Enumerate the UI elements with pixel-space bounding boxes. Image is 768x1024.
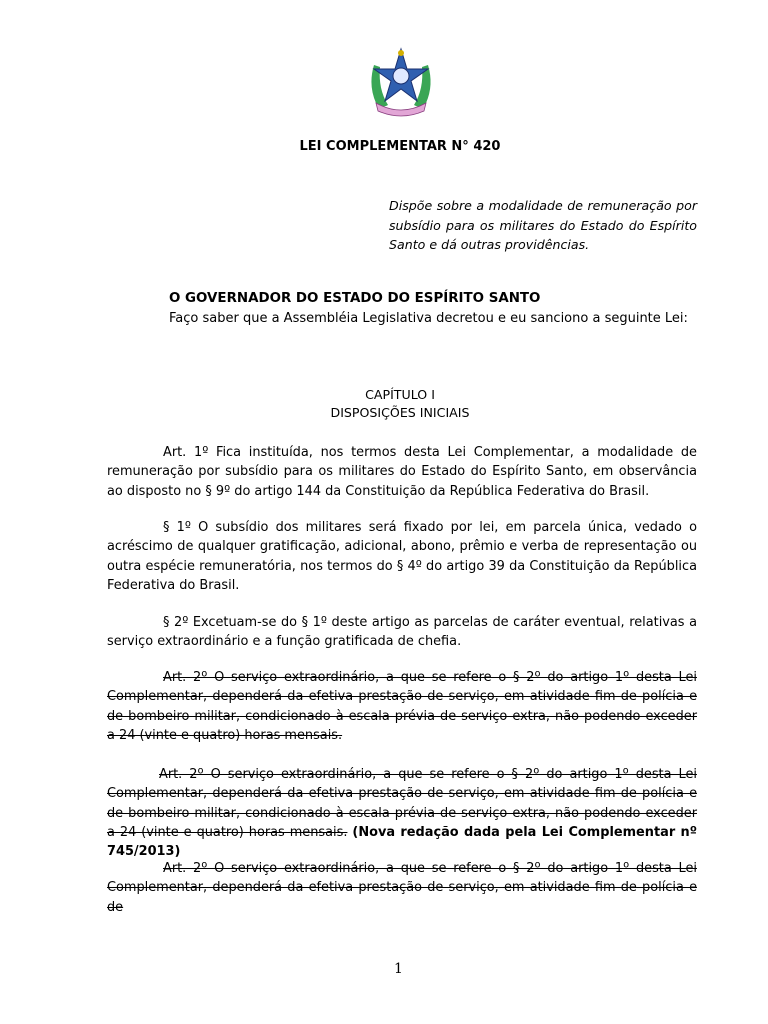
article-2-revoked-v2 [107, 765, 697, 861]
article-1-text: Art. 1º Fica instituída, nos termos desta Lei Complementar, a modalidade de remuneração por subsídio para os militares do Estado do Espírito Santo, em observância ao disposto no § 9º do artigo 144 da Constituição da República Federativa do Brasil. [107, 445, 697, 499]
article-2-v3-text: Art. 2º O serviço extraordinário, a que se refere o § 2º do artigo 1º desta Lei Complementar, dependerá da efetiva prestação de serviço, em atividade fim de polícia e de [107, 861, 697, 915]
article-2-v1-text: Art. 2º O serviço extraordinário, a que se refere o § 2º do artigo 1º desta Lei Complementar, dependerá da efetiva prestação de serviço, em atividade fim de polícia e de bombeiro militar, condicionado à escala prévia de serviço extra, não podendo exceder a 24 (vinte e quatro) horas mensais. [107, 670, 697, 743]
paragraph-1 [107, 518, 697, 595]
article-2-revoked-v3 [107, 859, 697, 917]
page-number: 1 [394, 961, 403, 977]
article-2-revoked-v1 [107, 668, 697, 745]
coat-of-arms-icon [366, 45, 436, 117]
chapter-title: DISPOSIÇÕES INICIAIS [330, 405, 470, 420]
paragraph-2 [107, 613, 697, 652]
chapter-number: CAPÍTULO I [365, 387, 435, 402]
paragraph-1-text: § 1º O subsídio dos militares será fixado por lei, em parcela única, vedado o acréscimo de qualquer gratificação, adicional, abono, prêmio e verba de representação ou outra espécie remuneratória, nos termos do § 4º do artigo 39 da Constituição da República Federativa do Brasil. [107, 520, 697, 593]
governor-heading: O GOVERNADOR DO ESTADO DO ESPÍRITO SANTO [169, 291, 541, 306]
article-1 [107, 443, 697, 501]
article-2-v2-text: Art. 2º O serviço extraordinário, a que se refere o § 2º do artigo 1º desta Lei Complementar, dependerá da efetiva prestação de serviço, em atividade fim de polícia e de bombeiro militar, condicionado à escala prévia de serviço extra, não podendo exceder a 24 (vinte e quatro) horas mensais. [107, 767, 697, 840]
paragraph-2-text: § 2º Excetuam-se do § 1º deste artigo as parcelas de caráter eventual, relativas a serviço extraordinário e a função gratificada de chefia. [107, 615, 697, 650]
law-title: LEI COMPLEMENTAR N° 420 [299, 139, 501, 154]
ementa: Dispõe sobre a modalidade de remuneração por subsídio para os militares do Estado do Espírito Santo e dá outras providências. [389, 198, 697, 252]
promulgation-text: Faço saber que a Assembléia Legislativa decretou e eu sanciono a seguinte Lei: [169, 311, 688, 326]
amendment-note: (Nova redação dada pela Lei Complementar nº 745/2013) [107, 824, 697, 860]
